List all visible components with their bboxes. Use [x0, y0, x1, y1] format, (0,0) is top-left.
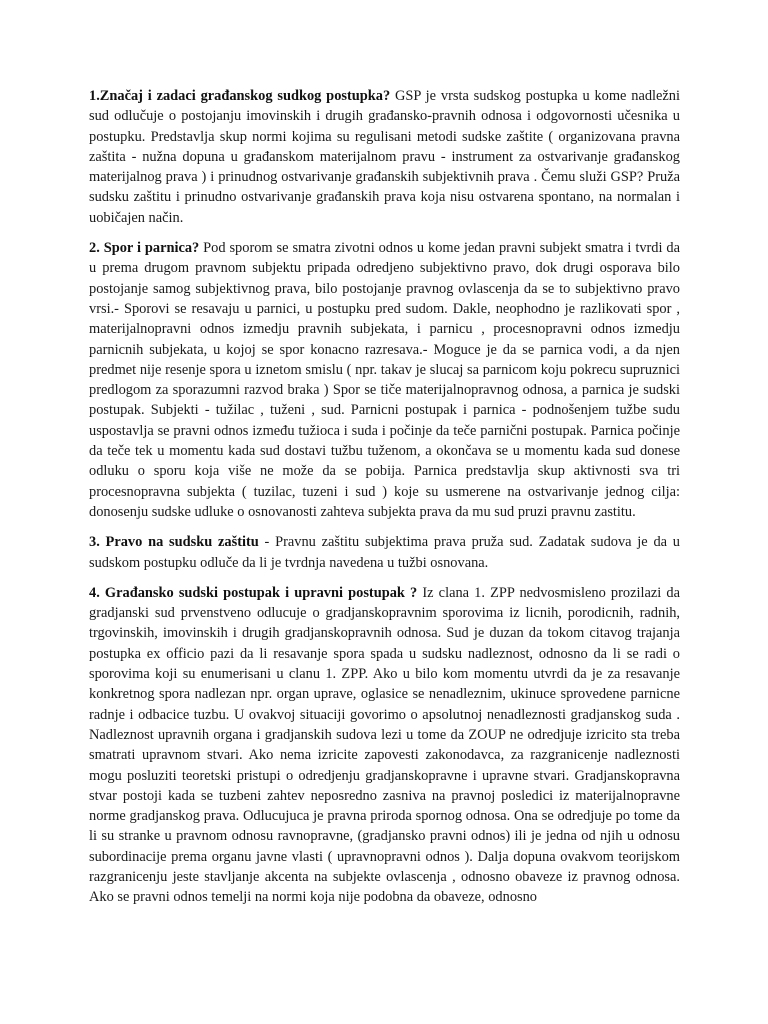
section-1	[89, 86, 680, 228]
section-2	[89, 238, 680, 522]
section-3-body: - Pravnu zaštitu subjektima prava pruža sud. Zadatak sudova je da u sudskom postupku odluče da li je tvrdnja navedena u tužbi osnovana.	[89, 534, 680, 571]
section-4-heading: 4. Građansko sudski postupak i upravni postupak ?	[89, 584, 418, 601]
section-2-body: Pod sporom se smatra zivotni odnos u kome jedan pravni subjekt smatra i tvrdi da u prema drugom pravnom subjektu pripada odredjeno subjektivno pravo, dok drugi osporava bilo postojanje samog subjektivnog prava, bilo postojanje pravnog ovlascenja da se to subjektivno pravo vrsi.- Sporovi se resavaju u parnici, u postupku pred sudom. Dakle, neophodno je razlikovati spor , materijalnopravni odnos izmedju pravnih subjekata, i parnicu , procesnopravni odnos izmedju parnicnih subjekata, u kojoj se spor konacno razresava.- Moguce je da se parnica vodi, a da njen predmet nije resenje spora u iznetom smislu ( npr. takav je slucaj sa parnicom koju pokrecu supruznici predlogom za sporazumni razvod braka ) Spor se tiče materijalnopravnog odnosa, a parnica je sudski postupak. Subjekti - tužilac , tuženi , sud. Parnicni postupak i parnica - podnošenjem tužbe sudu uspostavlja se pravni odnos između tužioca i suda i počinje da teče parnični postupak. Parnica počinje da teče tek u momentu kada sud dostavi tužbu tuženom, a okončava se u momentu kada sud donese odluku o sporu koja više ne može da se pobija. Parnica predstavlja skup aktivnosti sva tri procesnopravna subjekta ( tuzilac, tuzeni i sud ) koje su usmerene na ostvarivanje jednog cilja: donosenju sudske udluke o osnovanosti zahteva subjekta prava da mu sud pruzi pravnu zastitu.	[89, 240, 680, 520]
section-2-heading: 2. Spor i parnica?	[89, 240, 200, 257]
section-3-heading: 3. Pravo na sudsku zaštitu	[89, 534, 259, 551]
section-4-body: Iz clana 1. ZPP nedvosmisleno prozilazi da gradjanski sud prvenstveno odlucuje o gradjanskopravnim sporovima iz licnih, porodicnih, radnih, trgovinskih, imovinskih i drugih gradjanskopravnih odnosa. Sud je duzan da tokom citavog trajanja postupka ex officio pazi da li resavanje spora spada u sudsku nadleznost, odnosno da li se radi o sporovima koji su enumerisani u clanu 1. ZPP. Ako u bilo kom momentu utvrdi da je za resavanje konkretnog spora nadlezan npr. organ uprave, oglasice se nenadleznim, ukinuce sprovedene parnicne radnje i odbacice tuzbu. U ovakvoj situaciji govorimo o apsolutnoj nenadleznosti gradjanskog suda . Nadleznost upravnih organa i gradjanskih sudova lezi u tome da ZOUP ne odredjuje izricito sta treba smatrati upravnom stvari. Ako nema izricite zapovesti zakonodavca, za razgranicenje nadleznosti mogu posluziti teoretski pristupi o odredjenju gradjanskopravne i upravne stvari. Gradjanskopravna stvar postoji kada se tuzbeni zahtev neposredno zasniva na pravnoj posledici iz materijalnopravne norme gradjanskog prava. Odlucujuca je pravna priroda spornog odnosa. Ona se odredjuje po tome da li su stranke u pravnom odnosu ravnopravne, (gradjansko pravni odnos) ili je jedna od njih u odnosu subordinacije prema organu javne vlasti ( upravnopravni odnos ). Dalja dopuna ovakvom teorijskom razgranicenju jeste stavljanje akcenta na subjekte ovlascenja , odnosno obaveze iz pravnog odnosa. Ako se pravni odnos temelji na normi koja nije podobna da obaveze, odnosno	[89, 584, 680, 906]
section-3	[89, 532, 680, 573]
section-1-body: GSP je vrsta sudskog postupka u kome nadležni sud odlučuje o postojanju imovinskih i drugih građansko-pravnih odnosa i odgovornosti učesnika u postupku. Predstavlja skup normi kojima su regulisani metodi sudske zaštite ( organizovana pravna zaštita - nužna dopuna u građanskom materijalnom pravu - instrument za ostvarivanje građanskog materijalnog prava ) i prinudnog ostvarivanje građanskih subjektivnih prava . Čemu služi GSP? Pruža sudsku zaštitu i prinudno ostvarivanje građanskih prava koja nisu ostvarena spontano, na normalan i uobičajen način.	[89, 88, 680, 226]
section-4	[89, 583, 680, 908]
section-1-heading: 1.Značaj i zadaci građanskog sudkog postupka?	[89, 88, 391, 104]
document-page	[89, 86, 680, 918]
